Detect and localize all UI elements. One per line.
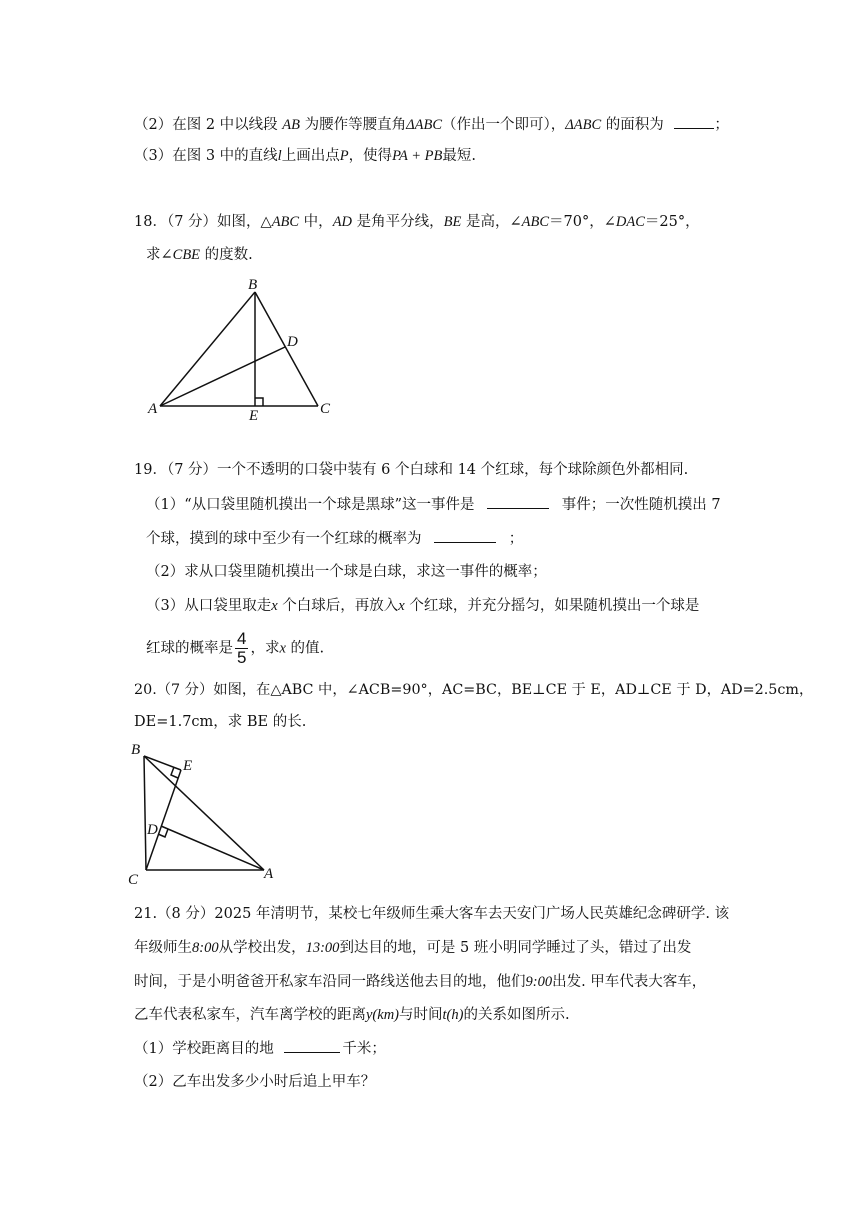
fraction-four-fifths: $\frac{4}{5}$ <box>237 629 247 667</box>
answer-blank[interactable] <box>284 1038 340 1053</box>
label-d: D <box>147 822 158 838</box>
label-e: E <box>249 408 259 424</box>
label-c: C <box>320 401 331 417</box>
q18-question-cont: 求∠CBE 的度数. <box>146 247 253 263</box>
q17-part3: （3）在图 3 中的直线l上画出点P，使得PA + PB最短. <box>134 148 477 164</box>
q21-line3: 时间，于是小明爸爸开私家车沿同一路线送他去目的地，他们9:00出发. 甲车代表大客车， <box>134 974 707 990</box>
q19-part3: （3）从口袋里取走x 个白球后，再放入x 个红球，并充分摇匀，如果随机摸出一个球是 <box>146 598 700 614</box>
label-c: C <box>128 872 139 888</box>
q21-line4: 乙车代表私家车，汽车离学校的距离y(km)与时间t(h)的关系如图所示. <box>134 1007 570 1023</box>
label-a: A <box>148 401 158 417</box>
q20-triangle-figure <box>124 740 284 888</box>
segment-ad <box>161 826 264 870</box>
segment-be <box>144 756 181 770</box>
label-e: E <box>183 758 193 774</box>
answer-blank[interactable] <box>674 114 714 129</box>
q17-part2: （2）在图 2 中以线段 AB 为腰作等腰直角ΔABC（作出一个即可），ΔABC 的面积为 ； <box>134 114 729 135</box>
side-ba <box>144 756 264 870</box>
q19-part3-cont: 红球的概率是 $\frac{4}{5}$ ，求x 的值. <box>146 629 325 667</box>
label-d: D <box>287 334 298 350</box>
answer-blank[interactable] <box>434 528 496 543</box>
label-b: B <box>248 277 258 293</box>
answer-blank[interactable] <box>487 494 549 509</box>
q18-question: 18．（7 分）如图，△ABC 中，AD 是角平分线，BE 是高，∠ABC＝70°，∠DAC＝25°， <box>134 214 700 230</box>
q19-head: 19．（7 分）一个不透明的口袋中装有 6 个白球和 14 个红球，每个球除颜色外都相同. <box>134 462 689 478</box>
q19-part2: （2）求从口袋里随机摸出一个球是白球，求这一事件的概率； <box>146 564 547 580</box>
label-b: B <box>131 742 141 758</box>
bisector-ad <box>160 347 285 406</box>
q21-line1: 21.（8 分）2025 年清明节，某校七年级师生乘大客车去天安门广场人民英雄纪念碑研学. 该 <box>134 906 730 922</box>
side-bc <box>144 756 146 870</box>
q21-line2: 年级师生8:00从学校出发，13:00到达目的地，可是 5 班小明同学睡过了头，错过了出发 <box>134 940 692 956</box>
q19-part1-cont: 个球，摸到的球中至少有一个红球的概率为 ； <box>146 528 523 549</box>
line-ce <box>146 770 181 870</box>
q19-part1: （1）“从口袋里随机摸出一个球是黑球”这一事件是 事件；一次性随机摸出 7 <box>146 494 721 515</box>
side-ab <box>160 292 255 406</box>
q20-question-cont: DE=1.7cm，求 BE 的长. <box>134 714 307 730</box>
q21-part2: （2）乙车出发多少小时后追上甲车？ <box>134 1074 376 1090</box>
q18-triangle-figure <box>140 274 340 424</box>
q20-question: 20.（7 分）如图，在△ABC 中，∠ACB=90°，AC=BC，BE⊥CE 于 E，AD⊥CE 于 D，AD=2.5cm， <box>134 682 814 698</box>
right-angle-mark <box>255 398 263 406</box>
q21-part1: （1）学校距离目的地 千米； <box>134 1038 386 1059</box>
label-a: A <box>264 866 274 882</box>
